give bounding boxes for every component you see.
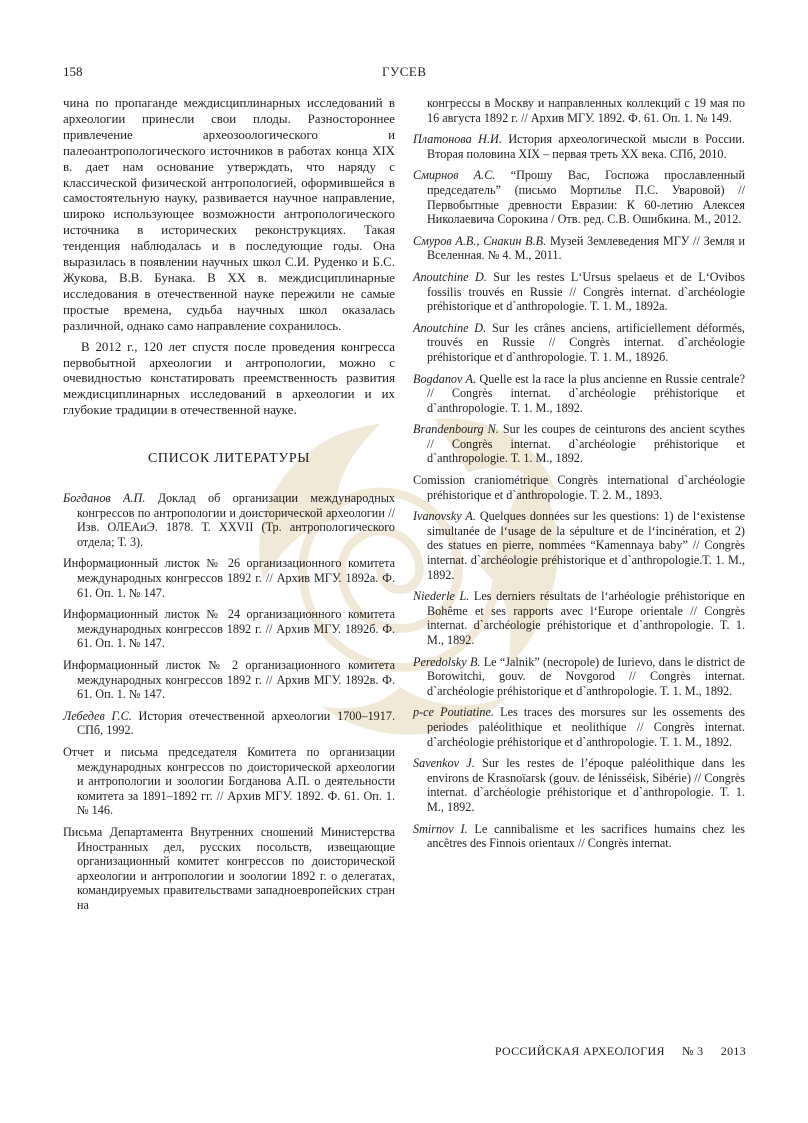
reference-item xyxy=(413,589,745,647)
footer-issue: № 3 xyxy=(682,1044,704,1058)
reference-item xyxy=(413,705,745,749)
reference-text: Le cannibalisme et les sacrifices humains chez les ancêtres des Finnois orientaux // Congrès internat. xyxy=(427,821,745,851)
references-list-left xyxy=(63,491,395,912)
references-title: СПИСОК ЛИТЕРАТУРЫ xyxy=(147,451,311,467)
reference-item xyxy=(63,745,395,818)
reference-item xyxy=(413,168,745,226)
reference-item xyxy=(413,372,745,416)
reference-text: Информационный листок № 26 организационного комитета международных конгрессов 1892 г. // Архив МГУ. 1892а. Ф. 61. Оп. 1. № 147. xyxy=(63,556,395,600)
reference-text: Comission craniométrique Congrès international d`archéologie préhistorique et d`anthropologie. T. 2. M., 1893. xyxy=(413,473,745,502)
reference-text: Les traces des morsures sur les ossements des periodes paléolithique et neolithique // Congrès internat. d`archéologie préhistorique et d`anthropologie. T. 1. M., 1892. xyxy=(427,705,746,749)
reference-item xyxy=(63,556,395,600)
reference-text: Информационный листок № 2 организационного комитета международных конгрессов 1892 г. // Архив МГУ. 1892в. Ф. 61. Оп. 1. № 147. xyxy=(63,657,395,702)
reference-author: Лебедев Г.С. xyxy=(63,708,132,723)
reference-item xyxy=(413,234,745,263)
reference-item xyxy=(413,321,745,365)
reference-item xyxy=(63,658,395,702)
reference-item xyxy=(413,655,745,699)
reference-item xyxy=(413,422,745,466)
page-footer xyxy=(495,1044,746,1059)
reference-item xyxy=(413,270,745,314)
reference-text: Sur les restes L‘Ursus spelaeus et de L‘Ovibos fossilis trouvés en Russie // Congrès internat. d`archéologie préhistorique et d`anthropologie. T. 1. M., 1892a. xyxy=(427,269,745,314)
reference-item xyxy=(63,825,395,913)
footer-year: 2013 xyxy=(720,1044,746,1058)
body-paragraph: В 2012 г., 120 лет спустя после проведения конгресса первобытной археологии и антропологии, можно с очевидностью констатировать преемственность развития междисциплинарных исследований в археологии и их глубокие традиции в отечественной науке. xyxy=(63,339,395,418)
page-number: 158 xyxy=(63,64,83,79)
reference-text: Письма Департамента Внутренних сношений Министерства Иностранных дел, русских посольств, извещающие организационный комитет конгрессов по доисторической археологии и антропологии и зоологии 1892 г. о делегатах, командируемых правительствами западноевропейских стран на xyxy=(63,824,395,912)
reference-author: Платонова Н.И. xyxy=(413,132,502,147)
reference-item xyxy=(413,473,745,502)
reference-text: Информационный листок № 24 организационного комитета международных конгрессов 1892 г. // Архив МГУ. 1892б. Ф. 61. Оп. 1. № 147. xyxy=(63,607,395,651)
reference-text: Доклад об организации международных конгрессов по антропологии и доисторической археологии // Изв. ОЛЕАиЭ. 1878. Т. XXVII (Тр. антропологического отдела; Т. 3). xyxy=(77,491,395,549)
reference-text: История отечественной археологии 1700–1917. СПб, 1992. xyxy=(77,708,395,738)
reference-text: Quelques données sur les questions: 1) de l‘existense simultanée de l‘usage de la sépulture et de l‘incinération, et 2) des statues en pierre, nommées “Kamennaya baby” // Congrès internat. d`archéologie préhistorique et d`anthropologie.T. 1. M., 1892. xyxy=(427,509,745,582)
reference-author: Anoutchine D. xyxy=(413,320,487,335)
reference-author: Brandenbourg N. xyxy=(413,422,499,437)
reference-continuation: конгрессы в Москву и направленных коллекций с 19 мая по 16 августа 1892 г. // Архив МГУ. 1892. Ф. 61. Оп. 1. № 149. xyxy=(427,96,745,125)
footer-journal: РОССИЙСКАЯ АРХЕОЛОГИЯ xyxy=(494,1044,665,1058)
body-paragraph: чина по пропаганде междисциплинарных исследований в археологии принесли свои плоды. Разностороннее привлечение археозоологического и палеоантропологического источников в работах конца XIX в. дает нам основание утверждать, что наряду с классической физической антропологией, оформившейся в самостоятельную науку, развивается научное направление, широко использующее возможности антропологического источника в исторических реконструкциях. Такая тенденция наблюдалась и в последующие годы. Она выразилась в появлении научных школ С.И. Руденко и Б.С. Жукова, В.В. Бунака. В XX в. междисциплинарные исследования в отечественной науке пережили не самые простые времена, судьба научных школ оказалась различной, однако само направление сохранилось. xyxy=(63,96,395,333)
reference-item xyxy=(63,491,395,549)
reference-author: Смирнов А.С. xyxy=(413,168,496,183)
reference-author: Smirnov I. xyxy=(413,821,468,836)
reference-text: История археологической мысли в России. Вторая половина XIX – первая треть XX века. СПб, 2010. xyxy=(427,132,745,161)
reference-author: Niederle L. xyxy=(413,589,470,604)
reference-author: Смуров А.В., Снакин В.В. xyxy=(413,233,547,248)
reference-item xyxy=(413,822,745,851)
reference-text: Sur les crânes anciens, artificiellement déformés, trouvés en Russie // Congrès internat. d`archéologie préhistorique et d`anthropologie. T. 1. M., 1892б. xyxy=(427,320,745,364)
left-column xyxy=(63,96,395,919)
reference-item xyxy=(413,756,745,814)
reference-text: Quelle est la race la plus ancienne en Russie centrale? // Congrès internat. d`archéologie préhistorique et d`anthropologie. T. 1. M., 1892. xyxy=(427,371,745,415)
reference-item xyxy=(63,709,395,738)
reference-text: Sur les coupes de ceinturons des ancient scythes // Congrès internat. d`archéologie préhistorique et d`anthropologie. T. 1. M., 1892. xyxy=(427,422,745,466)
reference-text: “Прошу Вас, Госпожа прославленный председатель” (письмо Мортилье П.С. Уваровой) // Первобытные древности Евразии: К 60-летию Алексея Николаевича Сорокина / Отв. ред. С.В. Ошибкина. М., 2012. xyxy=(427,168,745,227)
reference-author: Bogdanov A. xyxy=(413,371,477,386)
reference-text: Отчет и письма председателя Комитета по организации международных конгрессов по доисторической археологии и антропологии и зоологии Богданова А.П. о деятельности комитета за 1891–1892 гг. // Архив МГУ. 1892. Ф. 61. Оп. 1. № 146. xyxy=(63,744,395,818)
references-list-right xyxy=(413,132,745,851)
running-header-author: ГУСЕВ xyxy=(382,64,427,79)
reference-text: Музей Землеведения МГУ // Земля и Вселенная. № 4. М., 2011. xyxy=(427,233,745,263)
reference-author: Anoutchine D. xyxy=(413,269,487,284)
reference-author: Peredolsky B. xyxy=(413,654,481,669)
reference-author: Ivanovsky A. xyxy=(413,509,476,524)
right-column xyxy=(413,96,745,858)
reference-author: p-ce Poutiatine. xyxy=(413,705,494,720)
reference-item xyxy=(63,607,395,651)
reference-item xyxy=(413,132,745,161)
reference-text: Le “Jalnik” (necropole) de Iurievo, dans le district de Borowitchi, gouv. de Novgorod // Congrès internat. d`archéologie préhistorique et d`anthropologie. T. 1. M., 1892. xyxy=(427,654,745,698)
reference-text: Sur les restes de l’époque paléolithique dans les environs de Krasnoïarsk (gouv. de Iénisséisk, Sibérie) // Congrès internat. d`archéologie préhistorique et d`anthropologie. T. 1. M., 1892. xyxy=(427,756,745,814)
reference-author: Богданов А.П. xyxy=(63,491,146,506)
reference-text: Les derniers résultats de l‘arhéologie préhistorique en Bohême et ses rapports avec l‘Europe orientale // Congrès internat. d`archéologie préhistorique et d`anthropologie. T. 1. M., 1892. xyxy=(427,589,745,647)
reference-author: Savenkov J. xyxy=(413,756,475,771)
reference-item xyxy=(413,509,745,582)
